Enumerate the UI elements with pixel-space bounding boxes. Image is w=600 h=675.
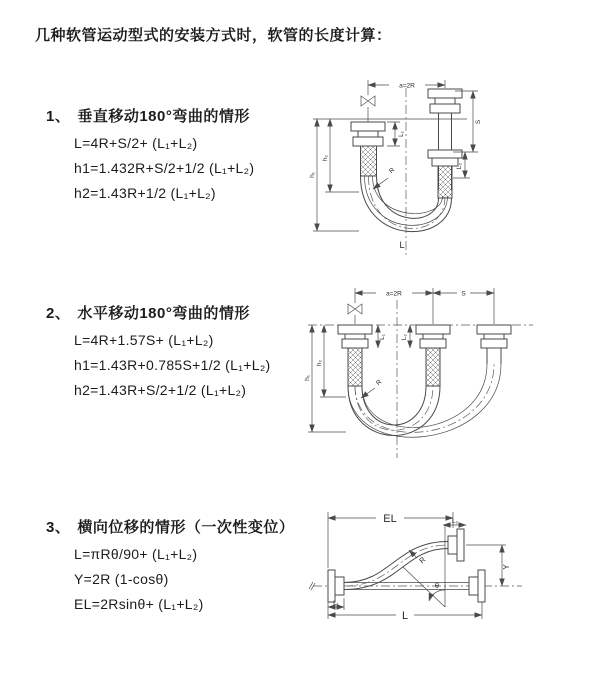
dim-label-theta: θ bbox=[434, 581, 440, 590]
diagram-horizontal-180-bend bbox=[298, 280, 598, 465]
section-heading: 横向位移的情形（一次性变位） bbox=[77, 519, 295, 536]
formula-length: L=πRθ/90+ (L₁+L₂) bbox=[74, 546, 198, 562]
left-flange bbox=[328, 570, 344, 602]
diagram-lateral-displacement bbox=[298, 498, 598, 658]
formula-list bbox=[46, 546, 294, 621]
dim-label-l1: L₁ bbox=[398, 131, 405, 137]
section-lateral-displacement bbox=[46, 516, 294, 621]
diagram-vertical-180-bend bbox=[303, 72, 593, 264]
formula-list bbox=[46, 332, 271, 407]
section-heading: 水平移动180°弯曲的情形 bbox=[77, 305, 250, 322]
dim-label-l1: L₁ bbox=[333, 600, 339, 607]
dim-label-l2: L₂ bbox=[456, 162, 463, 170]
formula-length: L=4R+1.57S+ (L₁+L₂) bbox=[74, 332, 214, 348]
valve-icon bbox=[361, 96, 375, 106]
right-flange-original bbox=[469, 570, 485, 602]
radius-leader-line bbox=[373, 178, 388, 189]
u-bend-hose-original bbox=[348, 386, 440, 436]
dim-label-l2: L₂ bbox=[451, 518, 459, 525]
extension-lines bbox=[355, 288, 494, 324]
dim-label-l: L bbox=[401, 610, 409, 622]
dim-label-s: S bbox=[475, 119, 482, 125]
page-title: 几种软管运动型式的安装方式时，软管的长度计算： bbox=[35, 27, 392, 44]
radius-leader-line bbox=[409, 550, 417, 558]
dim-label-r: R bbox=[417, 554, 428, 566]
formula-list bbox=[46, 135, 254, 210]
braided-hose-section bbox=[348, 348, 362, 386]
formula-h2: h2=1.43R+1/2 (L₁+L₂) bbox=[74, 185, 216, 201]
section-number: 3、 bbox=[46, 519, 71, 536]
hose-tube-moved-position bbox=[487, 348, 501, 364]
section-vertical-movement bbox=[46, 105, 254, 210]
left-flange bbox=[338, 325, 372, 348]
section-number: 1、 bbox=[46, 108, 71, 125]
dim-label-h1: h₁ bbox=[309, 172, 316, 178]
middle-flange-original-position bbox=[416, 325, 450, 348]
braided-hose-section bbox=[438, 166, 452, 198]
dim-label-l2: L₂ bbox=[401, 333, 408, 341]
dim-label-h2: h₂ bbox=[316, 359, 323, 367]
dim-label-l: L bbox=[399, 240, 405, 250]
dim-label-s: S bbox=[461, 290, 466, 298]
section-heading-row bbox=[46, 516, 294, 537]
formula-y: Y=2R (1-cosθ) bbox=[74, 571, 169, 587]
formula-el: EL=2Rsinθ+ (L₁+L₂) bbox=[74, 596, 204, 612]
right-flange-upper-position bbox=[428, 89, 462, 113]
left-flange bbox=[351, 122, 385, 146]
formula-h2: h2=1.43R+S/2+1/2 (L₁+L₂) bbox=[74, 382, 247, 398]
dim-label-r: R bbox=[374, 378, 384, 388]
dim-label-el: EL bbox=[383, 513, 397, 525]
dim-label-a2r: a=2R bbox=[386, 290, 402, 298]
extension-lines bbox=[328, 512, 453, 607]
section-heading-row bbox=[46, 105, 254, 126]
formula-h1: h1=1.432R+S/2+1/2 (L₁+L₂) bbox=[74, 160, 255, 176]
upper-right-flange-displaced bbox=[448, 529, 464, 561]
dim-label-y: Y bbox=[502, 564, 511, 570]
formula-h1: h1=1.43R+0.785S+1/2 (L₁+L₂) bbox=[74, 357, 271, 373]
braided-hose-section bbox=[361, 146, 377, 176]
section-heading-row bbox=[46, 302, 271, 323]
formula-length: L=4R+S/2+ (L₁+L₂) bbox=[74, 135, 198, 151]
valve-icon bbox=[348, 304, 362, 314]
dim-label-a2r: a=2R bbox=[399, 82, 415, 90]
section-number: 2、 bbox=[46, 305, 71, 322]
section-heading: 垂直移动180°弯曲的情形 bbox=[77, 108, 250, 125]
braided-hose-section bbox=[426, 348, 440, 386]
radius-leader-line bbox=[361, 388, 375, 398]
dim-label-h2: h₂ bbox=[322, 154, 329, 162]
dim-label-h1: h₁ bbox=[304, 375, 311, 381]
dim-label-r: R bbox=[387, 166, 397, 176]
right-flange-moved-position bbox=[477, 325, 511, 348]
section-horizontal-movement bbox=[46, 302, 271, 407]
dim-label-l1: L₁ bbox=[379, 334, 386, 340]
